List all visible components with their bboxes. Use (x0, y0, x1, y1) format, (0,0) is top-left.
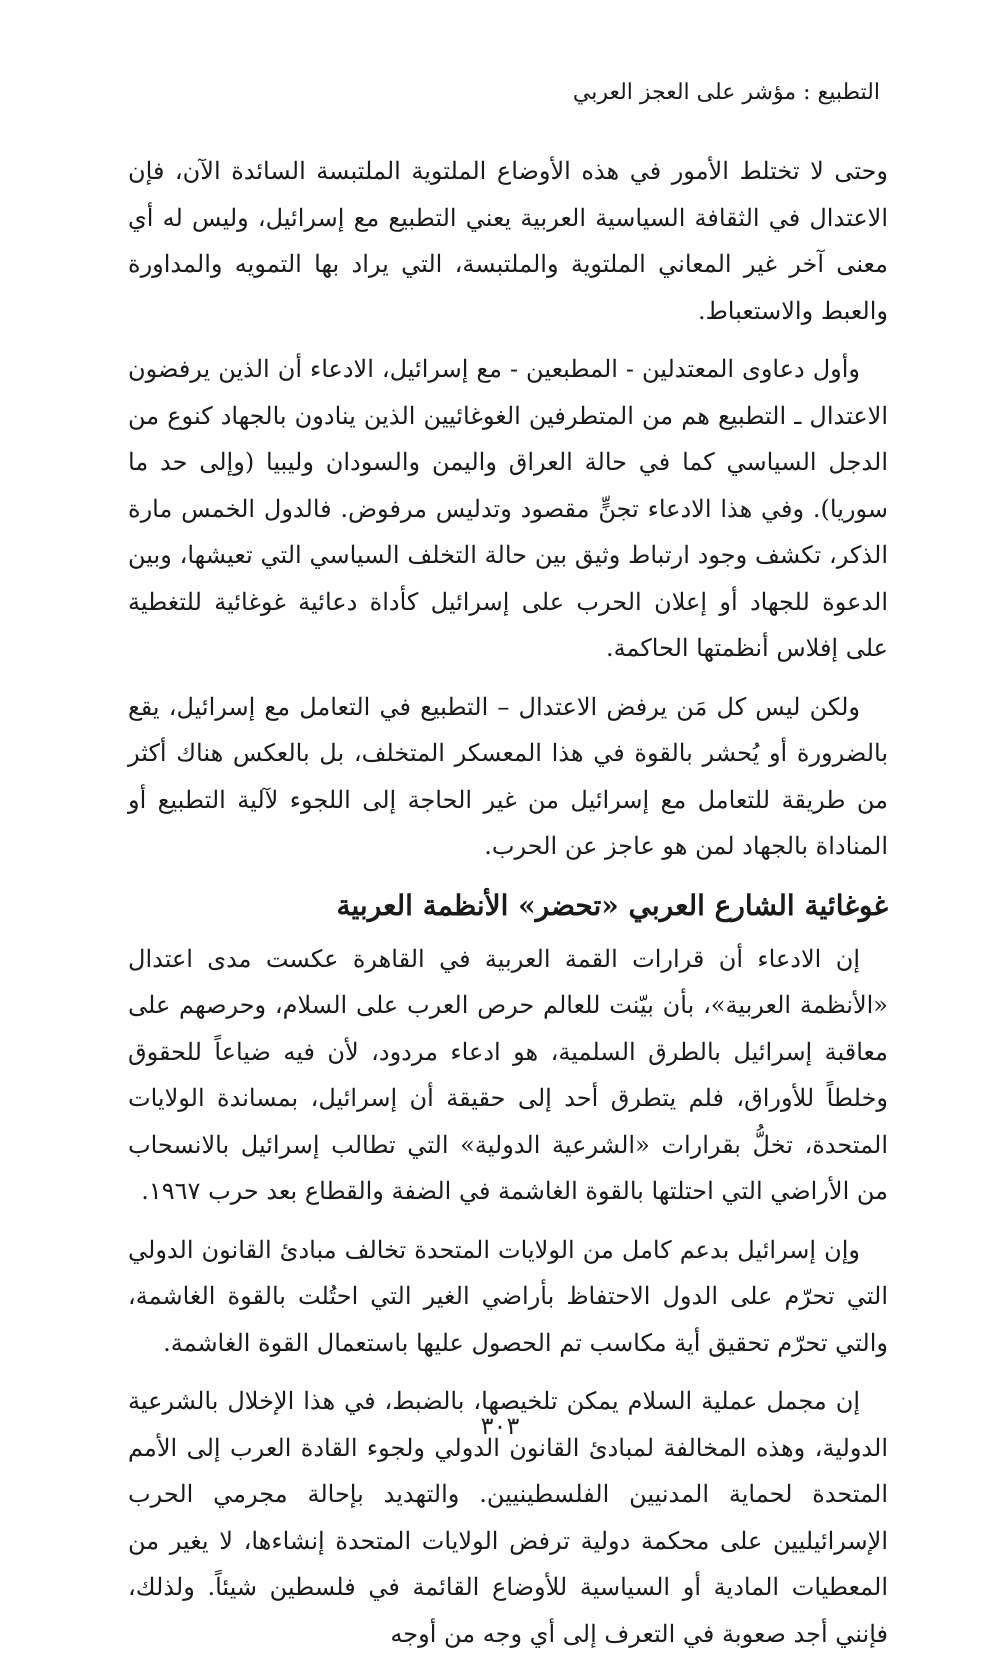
section-heading: غوغائية الشارع العربي «تحضر» الأنظمة العربية (336, 888, 888, 922)
body-text (128, 148, 888, 1669)
page-number: ٣٠٣ (480, 1412, 520, 1440)
paragraph: ولكن ليس كل مَن يرفض الاعتدال – التطبيع في التعامل مع إسرائيل، يقع بالضرورة أو يُحشر بالقوة في هذا المعسكر المتخلف، بل بالعكس هناك أكثر من طريقة للتعامل مع إسرائيل من غير الحاجة إلى اللجوء لآلية التطبيع أو المناداة بالجهاد لمن هو عاجز عن الحرب. (128, 692, 888, 860)
running-header: التطبيع : مؤشر على العجز العربي (572, 80, 880, 105)
paragraph: إن مجمل عملية السلام يمكن تلخيصها، بالضبط، في هذا الإخلال بالشرعية الدولية، وهذه المخالفة لمبادئ القانون الدولي ولجوء القادة العرب إلى الأمم المتحدة لحماية المدنيين الفلسطينيين. والتهديد بإحالة مجرمي الحرب الإسرائيليين على محكمة دولية ترفض الولايات المتحدة إنشاءها، لا يغير من المعطيات المادية أو السياسية للأوضاع القائمة في فلسطين شيئاً. ولذلك، فإنني أجد صعوبة في التعرف إلى أي وجه من أوجه (128, 1387, 888, 1648)
paragraph: وإن إسرائيل بدعم كامل من الولايات المتحدة تخالف مبادئ القانون الدولي التي تحرّم على الدول الاحتفاظ بأراضي الغير التي احتُلت بالقوة الغاشمة، والتي تحرّم تحقيق أية مكاسب تم الحصول عليها باستعمال القوة الغاشمة. (128, 1235, 888, 1357)
paragraph: إن الادعاء أن قرارات القمة العربية في القاهرة عكست مدى اعتدال «الأنظمة العربية»، بأن بيّنت للعالم حرص العرب على السلام، وحرصهم على معاقبة إسرائيل بالطرق السلمية، هو ادعاء مردود، لأن فيه ضياعاً للحقوق وخلطاً للأوراق، فلم يتطرق أحد إلى حقيقة أن إسرائيل، بمساندة الولايات المتحدة، تخلُّ بقرارات «الشرعية الدولية» التي تطالب إسرائيل بالانسحاب من الأراضي التي احتلتها بالقوة الغاشمة في الضفة والقطاع بعد حرب ١٩٦٧. (128, 944, 888, 1205)
paragraph: وحتى لا تختلط الأمور في هذه الأوضاع الملتوية الملتبسة السائدة الآن، فإن الاعتدال في الثقافة السياسية العربية يعني التطبيع مع إسرائيل، وليس له أي معنى آخر غير المعاني الملتوية والملتبسة، التي يراد بها التمويه والمداورة والعبط والاستعباط. (128, 157, 888, 325)
paragraph: وأول دعاوى المعتدلين - المطبعين - مع إسرائيل، الادعاء أن الذين يرفضون الاعتدال ـ التطبيع هم من المتطرفين الغوغائيين الذين ينادون بالجهاد كنوع من الدجل السياسي كما في حالة العراق واليمن والسودان وليبيا (وإلى حد ما سوريا). وفي هذا الادعاء تجنٍّ مقصود وتدليس مرفوض. فالدول الخمس مارة الذكر، تكشف وجود ارتباط وثيق بين حالة التخلف السياسي التي تعيشها، وبين الدعوة للجهاد أو إعلان الحرب على إسرائيل كأداة دعائية غوغائية للتغطية على إفلاس أنظمتها الحاكمة. (128, 355, 888, 662)
